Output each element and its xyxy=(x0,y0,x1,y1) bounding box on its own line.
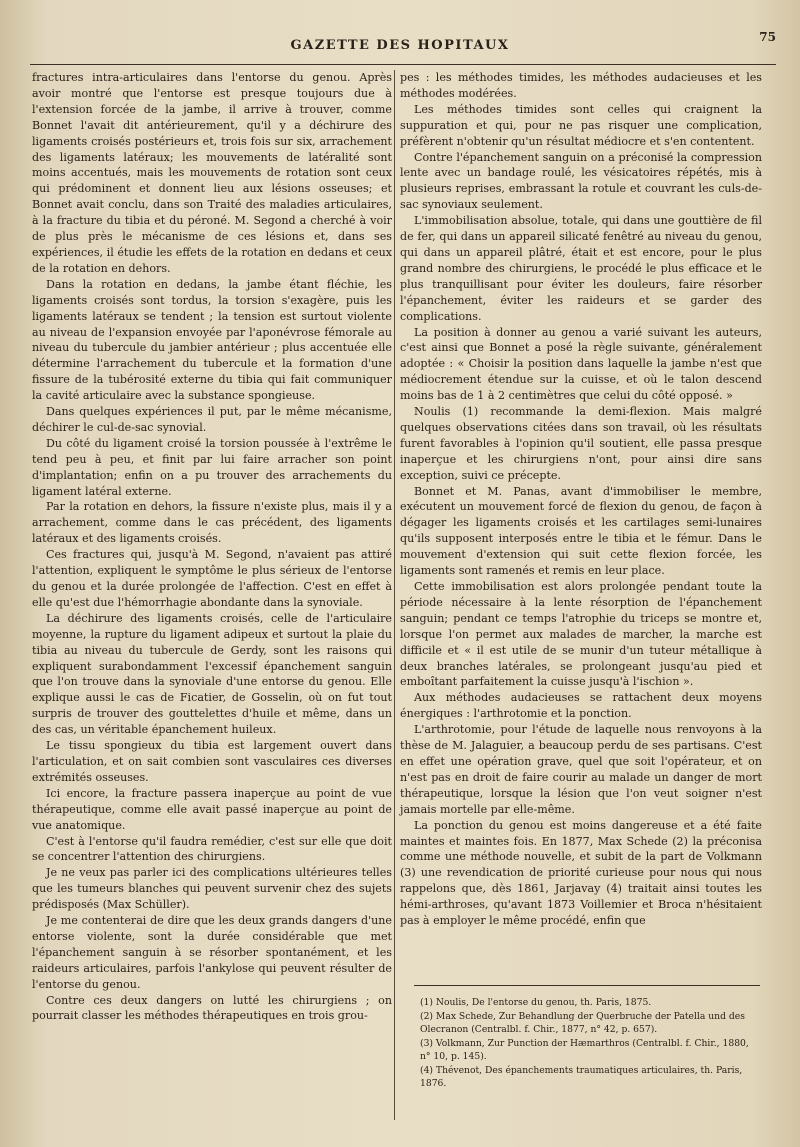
paragraph: pes : les méthodes timides, les méthodes audacieuses et les méthodes modérées. xyxy=(400,71,762,100)
paragraph: Contre l'épanchement sanguin on a préconisé la compression lente avec un bandage roulé, les vésicatoires répétés, mis à plusieurs reprises, embrassant la rotule et couvrant les culs-de-sac synoviaux seulement. xyxy=(400,150,762,212)
paragraph: fractures intra-articulaires dans l'entorse du genou. Après avoir montré que l'entorse est presque toujours due à l'extension forcée de la jambe, il arrive à trouver, comme Bonnet l'avait dit antérieurement, qu'il y a déchirure des ligaments croisés postérieurs et, trois fois sur six, arrachement des ligaments latéraux; les mouvements de latéralité sont moins accentués, mais les mouvements de rotation sont ceux qui prédominent et donnent lieu aux lésions osseuses; et Bonnet avait conclu, dans son Traité des maladies articulaires, à la fracture du tibia et du péroné. M. Segond a cherché à voir de plus près le mécanisme de ces lésions et, dans ses expériences, il étudie les effets de la rotation en dedans et ceux de la rotation en dehors. xyxy=(32,71,392,275)
paragraph: Je me contenterai de dire que les deux grands dangers d'une entorse violente, sont la durée considérable que met l'épanchement sanguin à se résorber spontanément, et les raideurs articulaires, parfois l'ankylose qui peuvent résulter de l'entorse du genou. xyxy=(32,914,392,991)
paragraph: Dans quelques expériences il put, par le même mécanisme, déchirer le cul-de-sac synovial. xyxy=(32,405,392,434)
footnote-rule xyxy=(414,985,760,986)
paragraph: Par la rotation en dehors, la fissure n'existe plus, mais il y a arrachement, comme dans le cas précédent, des ligaments latéraux et des ligaments croisés. xyxy=(32,500,392,546)
paragraph: Je ne veux pas parler ici des complications ultérieures telles que les tumeurs blanches qui peuvent survenir chez des sujets prédisposés (Max Schüller). xyxy=(32,866,392,912)
paragraph: Contre ces deux dangers on lutté les chirurgiens ; on pourrait classer les méthodes thérapeutiques en trois grou- xyxy=(32,993,392,1023)
paragraph: C'est à l'entorse qu'il faudra remédier, c'est sur elle que doit se concentrer l'attention des chirurgiens. xyxy=(32,834,392,864)
paragraph: Ici encore, la fracture passera inaperçue au point de vue thérapeutique, comme elle avait passé inaperçue au point de vue anatomique. xyxy=(32,786,392,832)
header-rule xyxy=(30,64,776,65)
column-divider xyxy=(394,70,395,1120)
footnotes xyxy=(420,996,762,1091)
paragraph: Aux méthodes audacieuses se rattachent deux moyens énergiques : l'arthrotomie et la ponction. xyxy=(400,691,762,721)
page-header xyxy=(24,30,776,60)
paragraph: Cette immobilisation est alors prolongée pendant toute la période nécessaire à la lente résorption de l'épanchement sanguin; pendant ce temps l'atrophie du triceps se montre et, lorsque l'on permet aux malades de marcher, la marche est difficile et « il est utile de se munir d'un tuteur métallique à deux branches latérales, se prolongeant jusqu'au pied et emboîtant parfaitement la cuisse jusqu'à l'ischion ». xyxy=(400,580,762,689)
right-column xyxy=(400,70,762,929)
paragraph: La position à donner au genou a varié suivant les auteurs, c'est ainsi que Bonnet a posé la règle suivante, généralement adoptée : « Choisir la position dans laquelle la jambe n'est que médiocrement étendue sur la cuisse, et où le talon descend moins bas de 1 à 2 centimètres que celui du côté opposé. » xyxy=(400,325,762,403)
footnote: (3) Volkmann, Zur Punction der Hæmarthros (Centralbl. f. Chir., 1880, n° 10, p. 145). xyxy=(420,1038,749,1062)
paragraph: La ponction du genou est moins dangereuse et a été faite maintes et maintes fois. En 1877, Max Schede (2) la préconisa comme une méthode nouvelle, et subit de la part de Volkmann (3) une revendication de priorité curieuse pour nous qui nous rappelons que, dès 1861, Jarjavay (4) traitait ainsi toutes les hémi-arthroses, qu'avant 1873 Voillemier et Broca n'hésitaient pas à employer le même procédé, enfin que xyxy=(400,818,762,928)
paragraph: Dans la rotation en dedans, la jambe étant fléchie, les ligaments croisés sont tordus, la torsion s'exagère, puis les ligaments latéraux se tendent ; la tension est surtout violente au niveau de l'expansion envoyée par l'aponévrose fémorale au niveau du tubercule du jambier antérieur ; plus accentuée elle détermine l'arrachement du tubercule et la formation d'une fissure de la tubérosité externe du tibia qui fait communiquer la cavité articulaire avec la substance spongieuse. xyxy=(32,277,392,403)
journal-title: GAZETTE DES HOPITAUX xyxy=(290,38,510,53)
footnote: (1) Noulis, De l'entorse du genou, th. Paris, 1875. xyxy=(420,997,652,1008)
left-column xyxy=(32,70,392,1024)
footnote: (2) Max Schede, Zur Behandlung der Querbruche der Patella und des Olecranon (Centralbl. f. Chir., 1877, n° 42, p. 657). xyxy=(420,1011,745,1035)
paragraph: Noulis (1) recommande la demi-flexion. Mais malgré quelques observations citées dans son travail, où les résultats furent favorables à l'opinion qu'il soutient, elle passa presque inaperçue et les chirurgiens n'ont, pour ainsi dire sans exception, suivi ce précepte. xyxy=(400,405,762,482)
paragraph: Les méthodes timides sont celles qui craignent la suppuration et qui, pour ne pas risquer une complication, préfèrent n'obtenir qu'un résultat médiocre et s'en contentent. xyxy=(400,102,762,148)
paragraph: Le tissu spongieux du tibia est largement ouvert dans l'articulation, et on sait combien sont vasculaires ces diverses extrémités osseuses. xyxy=(32,739,392,784)
paragraph: La déchirure des ligaments croisés, celle de l'articulaire moyenne, la rupture du ligament adipeux et surtout la plaie du tibia au niveau du tubercule de Gerdy, sont les raisons qui expliquent surabondamment l'excessif épanchement sanguin que l'on trouve dans la synoviale d'une entorse du genou. Elle explique aussi le cas de Ficatier, de Gosselin, où on fut tout surpris de trouver des gouttelettes d'huile et même, dans un des cas, un véritable épanchement huileux. xyxy=(32,611,392,737)
footnote: (4) Thévenot, Des épanchements traumatiques articulaires, th. Paris, 1876. xyxy=(420,1065,743,1089)
paragraph: Ces fractures qui, jusqu'à M. Segond, n'avaient pas attiré l'attention, expliquent le symptôme le plus sérieux de l'entorse du genou et la durée prolongée de l'affection. C'est en effet à elle qu'est due l'hémorrhagie abondante dans la synoviale. xyxy=(32,548,392,609)
paragraph: L'arthrotomie, pour l'étude de laquelle nous renvoyons à la thèse de M. Jalaguier, a beaucoup perdu de ses partisans. C'est en effet une opération grave, quel que soit l'opérateur, et on n'est pas en droit de faire courir au malade un danger de mort thérapeutique, lorsque la lésion que l'on veut soigner n'est jamais mortelle par elle-même. xyxy=(400,723,762,816)
paragraph: L'immobilisation absolue, totale, qui dans une gouttière de fil de fer, qui dans un appareil silicaté fenêtré au niveau du genou, qui dans un appareil plâtré, était et est encore, pour le plus grand nombre des chirurgiens, le procédé le plus efficace et le plus tranquillisant pour éviter les douleurs, faire résorber l'épanchement, éviter les raideurs et se garder des complications. xyxy=(400,214,762,323)
page-number: 75 xyxy=(759,30,776,44)
paragraph: Du côté du ligament croisé la torsion poussée à l'extrême le tend peu à peu, et finit par lui faire arracher son point d'implantation; enfin on a pu trouver des arrachements du ligament latéral externe. xyxy=(32,436,392,498)
paragraph: Bonnet et M. Panas, avant d'immobiliser le membre, exécutent un mouvement forcé de flexion du genou, de façon à dégager les ligaments croisés et les cartilages semi-lunaires qu'ils supposent interposés entre le tibia et le fémur. Dans le mouvement d'extension qui suit cette flexion forcée, les ligaments sont ramenés et remis en leur place. xyxy=(400,484,762,578)
